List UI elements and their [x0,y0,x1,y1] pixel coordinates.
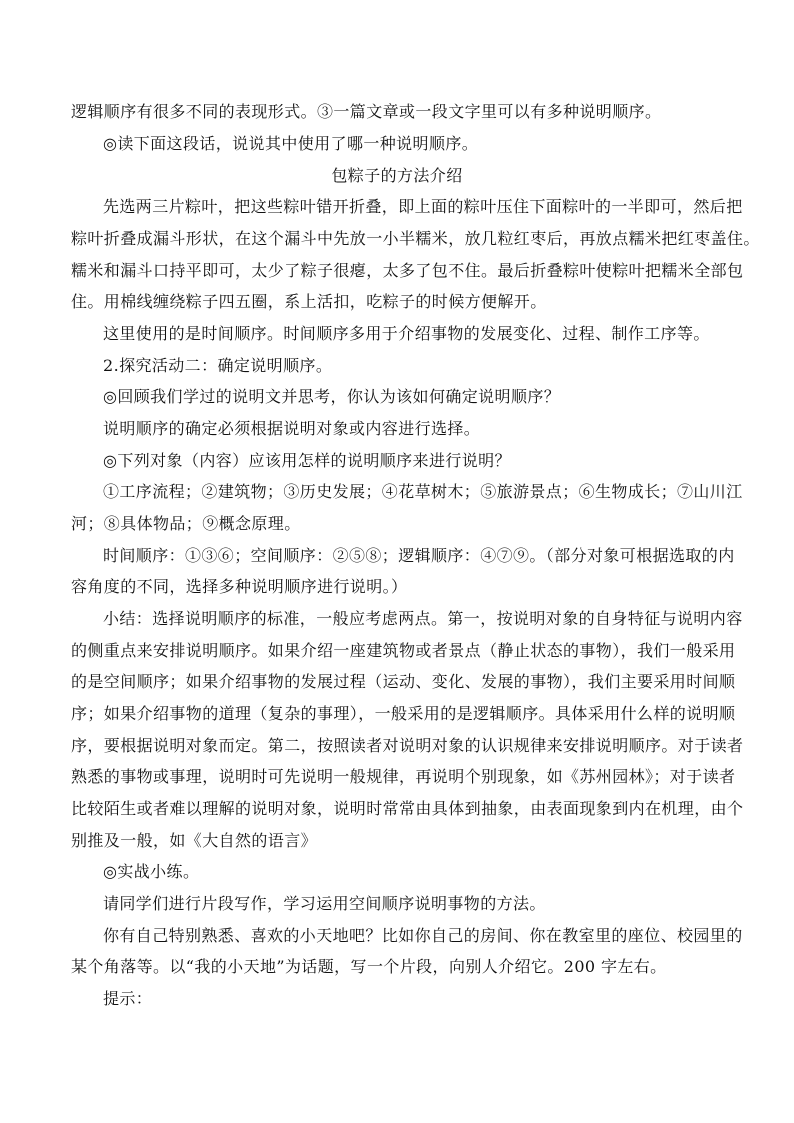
intro-tail: 逻辑顺序有很多不同的表现形式。③一篇文章或一段文字里可以有多种说明顺序。 [71,102,662,121]
summary-line: 小结：选择说明顺序的标准，一般应考虑两点。第一，按说明对象的自身特征与说明内容 [103,609,743,628]
practice-instruction: 请同学们进行片段写作，学习运用空间顺序说明事物的方法。 [103,894,546,913]
summary-line: 熟悉的事物或事理，说明时可先说明一般规律，再说明个别现象，如《苏州园林》；对于读者 [71,767,736,786]
answer3-line: 容角度的不同，选择多种说明顺序进行说明。） [71,577,408,596]
passage-line: 住。用棉线缠绕粽子四五圈，系上活扣，吃粽子的时候方便解开。 [71,292,547,311]
summary-line: 序，要根据说明对象而定。第二，按照读者对说明对象的认识规律来安排说明顺序。对于读者 [71,736,744,755]
practice-line: 你有自己特别熟悉、喜欢的小天地吧？比如你自己的房间、你在教室里的座位、校园里的 [103,926,743,945]
answer1: 这里使用的是时间顺序。时间顺序多用于介绍事物的发展变化、过程、制作工序等。 [103,324,710,343]
summary-line: 的侧重点来安排说明顺序。如果介绍一座建筑物或者景点（静止状态的事物），我们一般采用 [71,641,736,660]
task2-prompt: ◎回顾我们学过的说明文并思考，你认为该如何确定说明顺序？ [103,387,561,406]
task1-prompt: ◎读下面这段话，说说其中使用了哪一种说明顺序。 [103,134,479,153]
passage-line: 先选两三片粽叶，把这些粽叶错开折叠，即上面的粽叶压住下面粽叶的一半即可，然后把 [103,197,743,216]
summary-line: 比较陌生或者难以理解的说明对象，说明时常常由具体到抽象，由表面现象到内在机理，由个 [71,799,744,818]
answer2: 说明顺序的确定必须根据说明对象或内容进行选择。 [103,419,481,438]
practice-heading: ◎实战小练。 [103,862,200,881]
practice-line: 某个角落等。以“我的小天地”为话题，写一个片段，向别人介绍它。200 字左右。 [71,957,667,976]
summary-line: 别推及一般，如《大自然的语言》 [71,831,318,850]
passage-title: 包粽子的方法介绍 [331,166,463,185]
passage-line: 粽叶折叠成漏斗形状，在这个漏斗中先放一小半糯米，放几粒红枣后，再放点糯米把红枣盖住。 [71,229,760,248]
summary-line: 序；如果介绍事物的道理（复杂的事理），一般采用的是逻辑顺序。具体采用什么样的说明顺 [71,704,736,723]
items-line: 河；⑧具体物品；⑨概念原理。 [71,514,301,533]
activity2-heading: 2.探究活动二：确定说明顺序。 [103,356,333,375]
hint-label: 提示： [103,989,153,1008]
task3-prompt: ◎下列对象（内容）应该用怎样的说明顺序来进行说明？ [103,451,511,470]
items-line: ①工序流程；②建筑物；③历史发展；④花草树木；⑤旅游景点；⑥生物成长；⑦山川江 [103,482,743,501]
summary-line: 的是空间顺序；如果介绍事物的发展过程（运动、变化、发展的事物），我们主要采用时间顺 [71,672,736,691]
passage-line: 糯米和漏斗口持平即可，太少了粽子很瘪，太多了包不住。最后折叠粽叶使粽叶把糯米全部包 [71,261,744,280]
answer3-line: 时间顺序：①③⑥；空间顺序：②⑤⑧；逻辑顺序：④⑦⑨。（部分对象可根据选取的内 [103,546,735,565]
